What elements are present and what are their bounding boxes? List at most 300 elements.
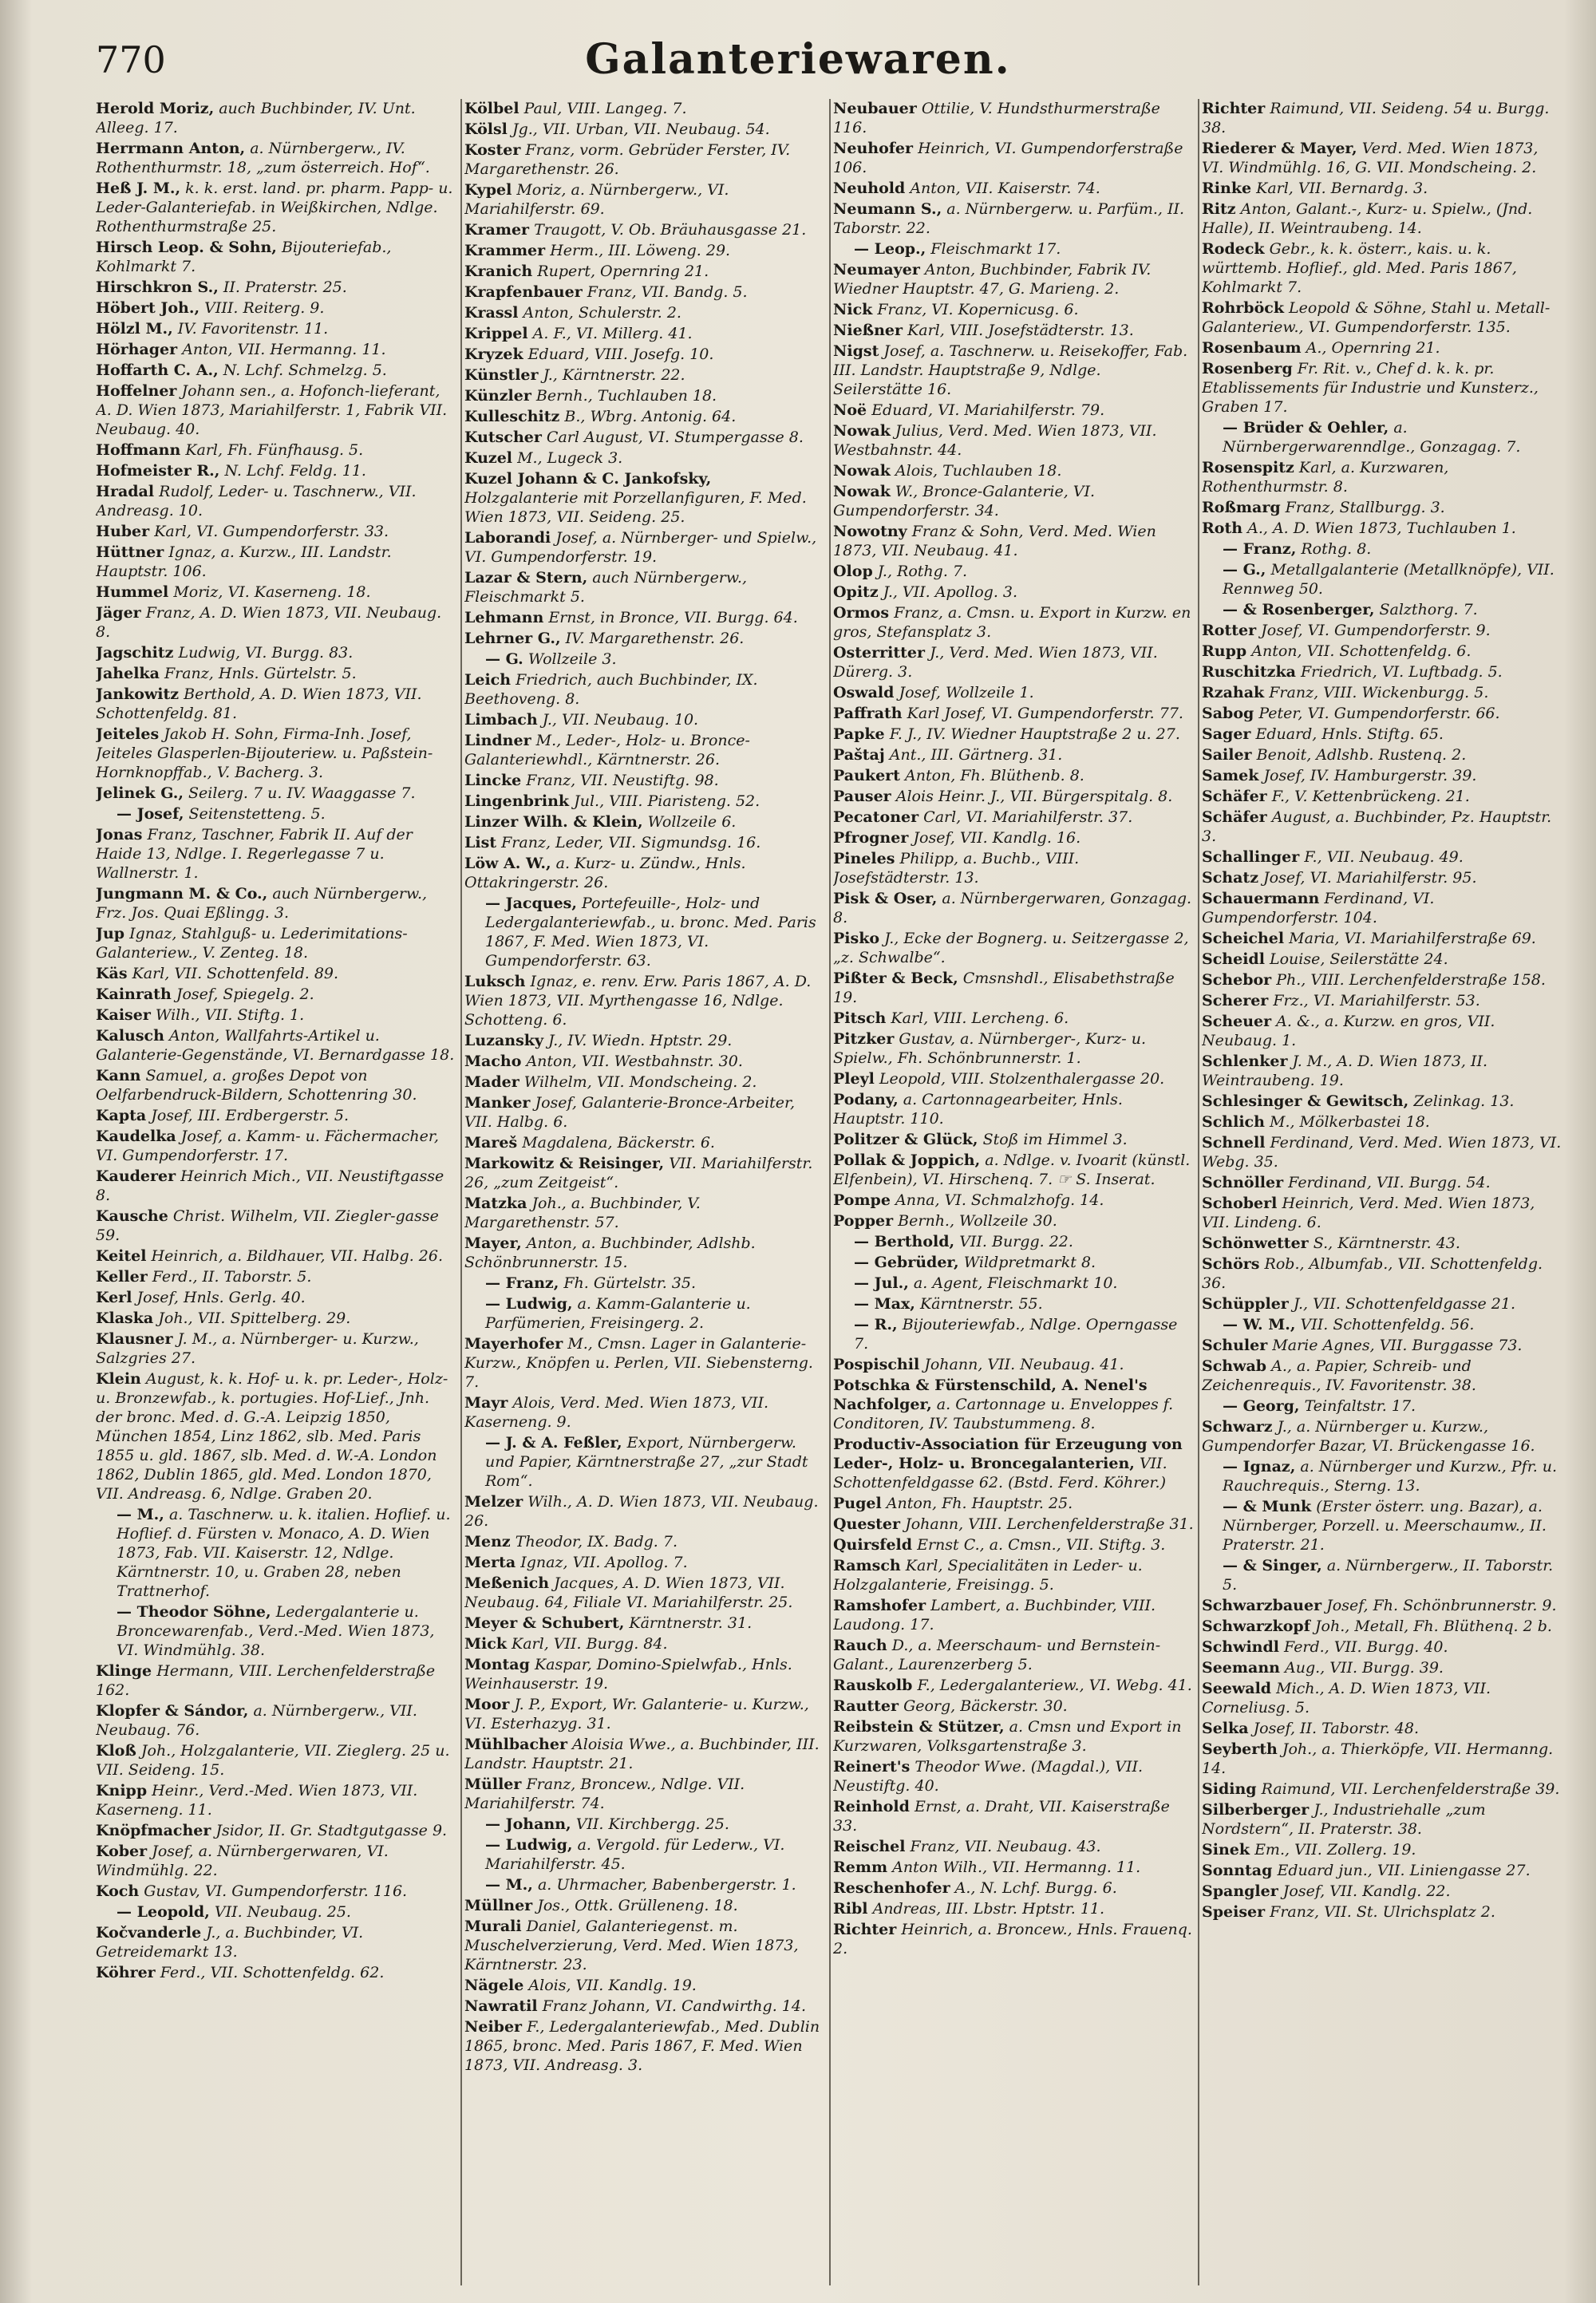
entry-name: Jonas — [96, 826, 143, 843]
entry-name: Müllner — [464, 1897, 533, 1914]
entry-detail: Zelinkag. 13. — [1413, 1092, 1515, 1110]
entry-name: Rautter — [833, 1697, 899, 1715]
entry-name: — & Singer, — [1223, 1557, 1322, 1574]
entry-name: Linzer Wilh. & Klein, — [464, 813, 643, 831]
entry-name: Rauskolb — [833, 1677, 913, 1694]
directory-entry — [96, 1842, 456, 1880]
entry-name: Krapfenbauer — [464, 283, 583, 301]
entry-name: Pitzker — [833, 1030, 895, 1048]
entry-detail: F., V. Kettenbrückeng. 21. — [1271, 788, 1470, 805]
entry-detail: Leopold & Söhne, Stahl u. Metall-Galanteriew., VI. Gumpendorferstr. 135. — [1202, 299, 1551, 336]
directory-entry — [1202, 950, 1562, 969]
directory-entry — [464, 140, 825, 179]
entry-detail: Rob., Albumfab., VII. Schottenfeldg. 36. — [1202, 1255, 1543, 1292]
entry-name: Sailer — [1202, 746, 1252, 764]
entry-detail: Anton, a. Buchbinder, Adlshb. Schönbrunnerstr. 15. — [464, 1234, 756, 1271]
entry-detail: a. Nürnbergerwarenndlge., Gonzagag. 7. — [1223, 419, 1521, 456]
entry-detail: J. P., Export, Wr. Galanterie- u. Kurzw., VI. Esterhazyg. 31. — [464, 1696, 809, 1732]
directory-entry — [1202, 1497, 1562, 1554]
directory-entry — [96, 985, 456, 1004]
entry-name: Podany, — [833, 1091, 899, 1108]
entry-detail: Raimund, VII. Seideng. 54 u. Burgg. 38. — [1202, 100, 1550, 136]
directory-entry — [464, 1896, 825, 1915]
directory-entry — [464, 771, 825, 790]
entry-name: Hüttner — [96, 543, 164, 561]
entry-detail: N. Lchf. Schmelzg. 5. — [223, 361, 387, 379]
entry-name: Hoffmann — [96, 441, 181, 459]
entry-name: Jankowitz — [96, 685, 180, 703]
entry-detail: Franz, Broncew., Ndlge. VII. Mariahilferstr. 74. — [464, 1776, 745, 1812]
entry-name: Künzler — [464, 387, 531, 405]
entry-name: Matzka — [464, 1195, 527, 1212]
entry-detail: F., Ledergalanteriewfab., Med. Dublin 1865, bronc. Med. Paris 1867, F. Med. Wien 1873, VII. Andreasg. 3. — [464, 2018, 820, 2074]
entry-name: Jungmann M. & Co., — [96, 885, 268, 903]
page-title: Galanteriewaren. — [585, 35, 1011, 84]
entry-name: Schauermann — [1202, 890, 1320, 907]
entry-name: Reinhold — [833, 1798, 910, 1815]
entry-detail: Franz, vorm. Gebrüder Ferster, IV. Margarethenstr. 26. — [464, 141, 791, 178]
directory-entry — [833, 583, 1194, 602]
entry-name: Moor — [464, 1696, 510, 1713]
directory-entry — [833, 643, 1194, 681]
entry-name: Kann — [96, 1067, 141, 1084]
entry-detail: Franz, a. Cmsn. u. Export in Kurzw. en gros, Stefansplatz 3. — [833, 604, 1191, 641]
entry-detail: Alois, Verd. Med. Wien 1873, VII. Kaserneng. 9. — [464, 1394, 769, 1431]
entry-detail: Lambert, a. Buchbinder, VIII. Laudong. 17. — [833, 1597, 1156, 1633]
directory-entry — [96, 964, 456, 983]
directory-entry — [833, 1191, 1194, 1210]
directory-entry — [833, 99, 1194, 137]
directory-entry — [1202, 1882, 1562, 1901]
entry-detail: Jos., Ottk. Grülleneng. 18. — [537, 1897, 738, 1914]
entry-detail: Peter, VI. Gumpendorferstr. 66. — [1258, 705, 1500, 722]
entry-name: Rosenbaum — [1202, 339, 1302, 357]
entry-name: Luksch — [464, 973, 526, 990]
entry-name: Nowak — [833, 422, 891, 440]
entry-name: Schlenker — [1202, 1053, 1288, 1070]
directory-entry — [1202, 1336, 1562, 1355]
entry-name: Kypel — [464, 181, 512, 199]
directory-entry — [464, 894, 825, 970]
directory-entry — [833, 401, 1194, 420]
entry-name: Speiser — [1202, 1903, 1266, 1921]
entry-name: Sabog — [1202, 705, 1254, 722]
directory-entry — [464, 972, 825, 1029]
directory-entry — [833, 725, 1194, 744]
entry-name: — Max, — [854, 1295, 915, 1313]
entry-detail: Karl, VII. Schottenfeld. 89. — [132, 965, 339, 982]
directory-entry — [464, 386, 825, 405]
entry-name: Jelinek G., — [96, 784, 184, 802]
entry-name: Laborandi — [464, 529, 551, 547]
entry-name: Hirsch Leop. & Sohn, — [96, 239, 277, 256]
entry-detail: Heinrich, VI. Gumpendorferstraße 106. — [833, 140, 1183, 176]
directory-entry — [1202, 787, 1562, 806]
entry-name: Scherer — [1202, 992, 1269, 1009]
directory-entry — [1202, 808, 1562, 846]
entry-name: Scheichel — [1202, 930, 1285, 947]
entry-detail: Joh., a. Thierköpfe, VII. Hermanng. 14. — [1202, 1740, 1554, 1777]
directory-entry — [96, 1329, 456, 1368]
directory-entry — [1202, 458, 1562, 496]
entry-name: Pleyl — [833, 1070, 875, 1088]
entry-name: List — [464, 834, 497, 851]
entry-name: Meyer & Schubert, — [464, 1614, 625, 1632]
directory-entry — [96, 1288, 456, 1307]
entry-detail: Joh., Holzgalanterie, VII. Zieglerg. 25 u. VII. Seideng. 15. — [96, 1742, 450, 1779]
directory-entry — [464, 1334, 825, 1392]
directory-entry — [96, 361, 456, 380]
directory-entry — [96, 440, 456, 460]
entry-detail: Friedrich, VI. Luftbadg. 5. — [1301, 663, 1503, 681]
directory-entry — [1202, 1840, 1562, 1859]
entry-name: Opitz — [833, 583, 879, 601]
entry-detail: Hermann, VIII. Lerchenfelderstraße 162. — [96, 1662, 436, 1699]
directory-entry — [96, 784, 456, 803]
entry-name: Paffrath — [833, 705, 903, 722]
entry-detail: J. M., A. D. Wien 1873, II. Weintraubeng. 19. — [1202, 1053, 1488, 1089]
directory-entry — [96, 825, 456, 883]
entry-detail: J., Verd. Med. Wien 1873, VII. Dürerg. 3. — [833, 644, 1158, 681]
directory-entry — [96, 1246, 456, 1266]
directory-entry — [833, 1837, 1194, 1856]
entry-name: Quirsfeld — [833, 1536, 913, 1554]
entry-detail: M., Lugeck 3. — [517, 449, 623, 467]
entry-name: Seewald — [1202, 1680, 1272, 1697]
directory-entry — [96, 1741, 456, 1780]
directory-entry — [833, 1878, 1194, 1898]
entry-name: Kölbel — [464, 100, 519, 117]
directory-entry — [464, 833, 825, 852]
entry-detail: auch Nürnbergerw., Fleischmarkt 5. — [464, 569, 747, 606]
directory-entry — [833, 1294, 1194, 1313]
directory-entry — [464, 2017, 825, 2075]
entry-detail: A., Opernring 21. — [1306, 339, 1440, 357]
directory-entry — [1202, 1800, 1562, 1839]
entry-detail: Jakob H. Sohn, Firma-Inh. Josef, Jeiteles Glasperlen-Bijouteriew. u. Paßstein-Hornknopffab., V. Bacherg. 3. — [96, 725, 433, 781]
directory-entry — [1202, 498, 1562, 517]
entry-detail: Wildpretmarkt 8. — [963, 1254, 1096, 1271]
directory-entry — [464, 1835, 825, 1874]
entry-detail: Heinrich, a. Broncew., Hnls. Frauenq. 2. — [833, 1921, 1192, 1957]
entry-detail: Ferdinand, VI. Gumpendorferstr. 104. — [1202, 890, 1435, 926]
directory-entry — [464, 1655, 825, 1693]
entry-name: — Georg, — [1223, 1397, 1300, 1415]
entry-detail: a. Nürnbergerw., IV. Rothenthurmstr. 18, „zum österreich. Hof“. — [96, 140, 430, 176]
entry-name: Rinke — [1202, 180, 1252, 197]
directory-entry — [833, 1376, 1194, 1433]
column-2 — [464, 99, 825, 2285]
entry-detail: Heinrich Mich., VII. Neustiftgasse 8. — [96, 1167, 444, 1204]
directory-entry — [96, 278, 456, 297]
entry-name: — & Munk — [1223, 1498, 1312, 1515]
entry-detail: Karl, VIII. Lercheng. 6. — [891, 1009, 1069, 1027]
entry-detail: Joh., VII. Spittelberg. 29. — [158, 1310, 351, 1327]
entry-name: Politzer & Glück, — [833, 1131, 978, 1148]
directory-entry — [1202, 1012, 1562, 1050]
entry-name: Kalusch — [96, 1027, 164, 1045]
entry-detail: Bernh., Wollzeile 30. — [898, 1212, 1057, 1230]
entry-detail: VII. Burgg. 22. — [959, 1233, 1073, 1250]
directory-entry — [1202, 418, 1562, 456]
directory-entry — [833, 766, 1194, 785]
directory-entry — [96, 1923, 456, 1961]
entry-detail: Julius, Verd. Med. Wien 1873, VII. Westbahnstr. 44. — [833, 422, 1157, 459]
entry-name: — Ludwig, — [485, 1295, 573, 1313]
entry-detail: Josef, IV. Hamburgerstr. 39. — [1263, 767, 1477, 784]
directory-entry — [833, 1636, 1194, 1674]
entry-name: Knöpfmacher — [96, 1822, 211, 1839]
entry-detail: Ernst, a. Draht, VII. Kaiserstraße 33. — [833, 1798, 1170, 1835]
directory-entry — [833, 562, 1194, 581]
entry-name: Pugel — [833, 1495, 882, 1512]
entry-name: Neumann S., — [833, 200, 942, 218]
entry-name: Macho — [464, 1053, 522, 1070]
entry-detail: Rothg. 8. — [1301, 540, 1372, 558]
entry-detail: M., Leder-, Holz- u. Bronce-Galanteriewhdl., Kärntnerstr. 26. — [464, 732, 750, 768]
entry-name: Jeiteles — [96, 725, 160, 743]
entry-name: — Jul., — [854, 1274, 909, 1292]
entry-detail: Alois, Tuchlauben 18. — [895, 462, 1062, 480]
directory-entry — [96, 340, 456, 359]
directory-entry — [464, 448, 825, 468]
entry-detail: II. Praterstr. 25. — [223, 278, 347, 296]
directory-entry — [96, 884, 456, 922]
entry-detail: Fr. Rit. v., Chef d. k. k. pr. Etablissements für Industrie und Kunsterz., Graben 17. — [1202, 360, 1539, 416]
entry-name: Schäfer — [1202, 788, 1267, 805]
directory-entry — [833, 1920, 1194, 1958]
directory-entry — [464, 324, 825, 343]
entry-name: Klein — [96, 1370, 141, 1388]
entry-name: Schebor — [1202, 971, 1272, 989]
entry-detail: F., Ledergalanteriew., VI. Webg. 41. — [917, 1677, 1192, 1694]
directory-entry — [96, 381, 456, 439]
entry-detail: Ferdinand, Verd. Med. Wien 1873, VI. Webg. 35. — [1202, 1134, 1562, 1171]
entry-name: Roth — [1202, 519, 1243, 537]
entry-name: Schwarz — [1202, 1418, 1273, 1436]
entry-detail: Georg, Bäckerstr. 30. — [903, 1697, 1068, 1715]
entry-detail: Ferd., VII. Schottenfeldg. 62. — [160, 1964, 385, 1981]
entry-detail: Kaspar, Domino-Spielwfab., Hnls. Weinhauserstr. 19. — [464, 1656, 792, 1693]
directory-entry — [1202, 1234, 1562, 1253]
entry-name: Müller — [464, 1776, 522, 1793]
entry-detail: Em., VII. Zollerg. 19. — [1254, 1841, 1416, 1859]
entry-detail: Josef, Spiegelg. 2. — [176, 986, 314, 1003]
directory-entry — [1202, 1294, 1562, 1313]
directory-entry — [833, 603, 1194, 642]
directory-entry — [833, 1757, 1194, 1795]
entry-detail: Moriz, VI. Kaserneng. 18. — [173, 583, 371, 601]
directory-entry — [464, 345, 825, 364]
entry-name: Potschka & Fürstenschild, A. Nenel's Nachfolger, — [833, 1377, 1148, 1413]
entry-detail: a. Nürnbergerw. u. Parfüm., II. Taborstr. 22. — [833, 200, 1185, 237]
entry-detail: Josef, VI. Gumpendorferstr. 9. — [1261, 622, 1491, 639]
entry-detail: Ferd., II. Taborstr. 5. — [152, 1268, 312, 1286]
directory-entry — [464, 220, 825, 239]
directory-entry — [464, 854, 825, 892]
directory-entry — [1202, 1133, 1562, 1171]
directory-entry — [464, 1735, 825, 1773]
entry-name: Kulleschitz — [464, 408, 560, 425]
directory-entry — [96, 1207, 456, 1245]
directory-entry — [1202, 725, 1562, 744]
entry-name: Sinek — [1202, 1841, 1250, 1859]
entry-detail: VII. Kirchbergg. 25. — [575, 1815, 729, 1833]
entry-detail: Leopold, VIII. Stolzenthalergasse 20. — [879, 1070, 1165, 1088]
directory-entry — [96, 1602, 456, 1660]
directory-entry — [833, 1253, 1194, 1272]
directory-entry — [464, 1917, 825, 1974]
directory-entry — [96, 461, 456, 480]
entry-detail: Karl, Fh. Fünfhausg. 5. — [185, 441, 364, 459]
entry-name: Kerl — [96, 1289, 132, 1306]
directory-entry — [1202, 199, 1562, 238]
entry-detail: a. Nürnbergerw., II. Taborstr. 5. — [1223, 1557, 1554, 1594]
entry-detail: Anton, Schulerstr. 2. — [523, 304, 681, 322]
directory-entry — [96, 1005, 456, 1025]
entry-name: Nowak — [833, 483, 891, 500]
entry-detail: Franz, Leder, VII. Sigmundsg. 16. — [501, 834, 761, 851]
entry-detail: Karl, VII. Bernardg. 3. — [1256, 180, 1428, 197]
entry-detail: Samuel, a. großes Depot von Oelfarbendruck-Bildern, Schottenring 30. — [96, 1067, 417, 1104]
entry-name: Quester — [833, 1515, 901, 1533]
directory-entry — [96, 643, 456, 662]
entry-name: Ramsch — [833, 1557, 901, 1574]
entry-detail: Anton, VII. Schottenfeldg. 6. — [1251, 642, 1472, 660]
directory-entry — [96, 1369, 456, 1503]
entry-detail: Franz, VI. Kopernicusg. 6. — [877, 301, 1079, 318]
directory-entry — [1202, 683, 1562, 702]
entry-detail: Mich., A. D. Wien 1873, VII. Corneliusg. 5. — [1202, 1680, 1491, 1716]
column-divider — [460, 99, 462, 2285]
entry-name: Paštaj — [833, 746, 885, 764]
entry-detail: Eduard, Hnls. Stiftg. 65. — [1255, 725, 1444, 743]
entry-detail: Ernst, in Bronce, VII. Burgg. 64. — [548, 609, 798, 626]
entry-name: Schäfer — [1202, 808, 1267, 826]
entry-name: — Jacques, — [485, 895, 577, 912]
directory-entry — [464, 1492, 825, 1531]
directory-entry — [833, 461, 1194, 480]
directory-entry — [464, 1294, 825, 1333]
entry-name: Schwarzbauer — [1202, 1597, 1322, 1614]
entry-detail: Ph., VIII. Lerchenfelderstraße 158. — [1276, 971, 1546, 989]
directory-entry — [464, 365, 825, 385]
column-divider — [829, 99, 831, 2285]
entry-detail: a. Agent, Fleischmarkt 10. — [913, 1274, 1118, 1292]
directory-entry — [833, 1069, 1194, 1088]
entry-detail: Portefeuille-, Holz- und Ledergalanteriewfab., u. bronc. Med. Paris 1867, F. Med. Wien 1873, VI. Gumpendorferstr. 63. — [485, 895, 816, 970]
directory-entry — [1202, 99, 1562, 137]
directory-entry — [833, 1211, 1194, 1231]
entry-detail: Cmsnshdl., Elisabethstraße 19. — [833, 970, 1175, 1006]
entry-name: Hradal — [96, 483, 155, 500]
entry-detail: J., Rothg. 7. — [877, 563, 968, 580]
directory-entry — [1202, 1092, 1562, 1111]
directory-entry — [464, 282, 825, 302]
entry-name: Lehrner G., — [464, 630, 561, 647]
entry-detail: Theodor, IX. Badg. 7. — [515, 1533, 678, 1550]
entry-name: Schönwetter — [1202, 1234, 1309, 1252]
directory-entry — [833, 1717, 1194, 1756]
entry-name: Huber — [96, 523, 150, 540]
directory-entry — [833, 1355, 1194, 1374]
entry-detail: Anton, Fh. Blüthenb. 8. — [905, 767, 1084, 784]
entry-detail: Export, Nürnbergerw. und Papier, Kärntnerstraße 27, „zur Stadt Rom“. — [485, 1434, 808, 1490]
entry-name: — Brüder & Oehler, — [1223, 419, 1389, 437]
entry-name: Selka — [1202, 1720, 1249, 1737]
entry-name: Kryzek — [464, 346, 523, 363]
entry-name: Rodeck — [1202, 240, 1265, 258]
directory-entry — [1202, 1112, 1562, 1132]
entry-detail: a. Nürnbergerwaren, Gonzagag. 8. — [833, 890, 1192, 926]
entry-detail: Andreas, III. Lbstr. Hptstr. 11. — [872, 1900, 1105, 1918]
entry-detail: Herm., III. Löweng. 29. — [550, 242, 731, 259]
directory-entry — [96, 238, 456, 276]
entry-detail: J., a. Nürnberger u. Kurzw., Gumpendorfer Bazar, VI. Brückengasse 16. — [1202, 1418, 1535, 1455]
entry-name: Mayr — [464, 1394, 508, 1412]
entry-name: Scheuer — [1202, 1013, 1272, 1030]
entry-detail: A. &., a. Kurzw. en gros, VII. Neubaug. 1. — [1202, 1013, 1495, 1049]
directory-entry — [96, 924, 456, 962]
entry-name: Schoberl — [1202, 1195, 1278, 1212]
directory-entry — [1202, 1457, 1562, 1495]
entry-name: Schwindl — [1202, 1638, 1279, 1656]
directory-entry — [833, 260, 1194, 298]
directory-entry — [833, 1858, 1194, 1877]
directory-entry — [1202, 766, 1562, 785]
entry-name: Schallinger — [1202, 848, 1300, 866]
entry-detail: Daniel, Galanteriegenst. m. Muschelverzierung, Verd. Med. Wien 1873, Kärntnerstr. 23. — [464, 1918, 799, 1973]
directory-entry — [464, 1154, 825, 1192]
entry-detail: VII. Schottenfeldgasse 62. (Bstd. Ferd. Köhrer.) — [833, 1455, 1167, 1491]
column-3 — [833, 99, 1194, 2285]
entry-name: — Gebrüder, — [854, 1254, 959, 1271]
directory-entry — [1202, 560, 1562, 598]
entry-detail: Wollzeile 6. — [647, 813, 737, 831]
directory-entry — [1202, 519, 1562, 538]
entry-name: Silberberger — [1202, 1801, 1310, 1819]
entry-name: Samek — [1202, 767, 1259, 784]
entry-detail: auch Nürnbergerw., Frz. Jos. Quai Eßlingg. 3. — [96, 885, 428, 922]
entry-detail: Johann, VII. Neubaug. 41. — [924, 1356, 1124, 1373]
directory-entry — [1202, 539, 1562, 559]
directory-entry — [464, 528, 825, 567]
entry-name: — Ludwig, — [485, 1836, 573, 1854]
directory-entry — [464, 1634, 825, 1653]
entry-name: Hofmeister R., — [96, 462, 220, 480]
directory-entry — [833, 1435, 1194, 1492]
entry-name: Lehmann — [464, 609, 544, 626]
entry-name: Sager — [1202, 725, 1251, 743]
entry-detail: Seitenstetteng. 5. — [188, 805, 326, 823]
directory-entry — [1202, 1315, 1562, 1334]
entry-name: Krippel — [464, 325, 528, 342]
entry-name: Löw A. W., — [464, 855, 551, 872]
entry-name: Kober — [96, 1843, 148, 1860]
directory-entry — [1202, 179, 1562, 198]
entry-detail: Joh., a. Buchbinder, V. Margarethenstr. 57. — [464, 1195, 701, 1231]
directory-entry — [464, 1574, 825, 1612]
entry-name: Koster — [464, 141, 521, 159]
directory-entry — [1202, 1556, 1562, 1594]
directory-entry — [464, 792, 825, 811]
entry-detail: J., VII. Neubaug. 10. — [542, 711, 699, 729]
directory-entry — [1202, 1173, 1562, 1192]
directory-entry — [833, 889, 1194, 927]
entry-detail: B., Wbrg. Antonig. 64. — [564, 408, 737, 425]
entry-detail: Rudolf, Leder- u. Taschnerw., VII. Andreasg. 10. — [96, 483, 417, 519]
entry-name: Klausner — [96, 1330, 173, 1348]
